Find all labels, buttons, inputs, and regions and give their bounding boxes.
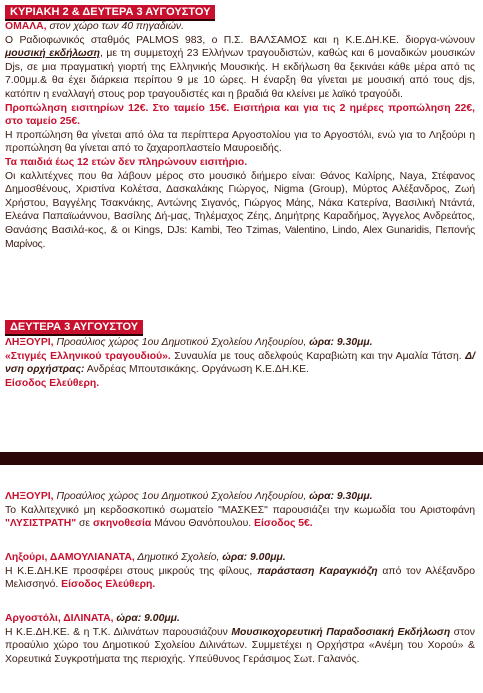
play-title: "ΛΥΣΙΣΤΡΑΤΗ"	[5, 518, 77, 530]
ticket-prices: Προπώληση εισιτηρίων 12€. Στο ταμείο 15€. Εισιτήρια και για τις 2 ημέρες προπώληση 22€, στο ταμείο 25€.	[5, 102, 475, 128]
label: σκηνοθεσία	[92, 518, 152, 530]
day-header-sunday-monday: ΚΥΡΙΑΚΗ 2 & ΔΕΥΤΕΡΑ 3 ΑΥΓΟΥΣΤΟΥ	[5, 5, 215, 21]
venue: στον χώρο των 40 πηγαδιών.	[46, 21, 184, 32]
djs-list: DJs: Kambi, Teo Tzimas, Valentino, Lindo, Alex Gunaridis, Πεπονής Μαρίνος.	[5, 224, 475, 250]
text: Ο Ραδιοφωνικός σταθμός PALMOS 983, ο Π.Σ. ΒΑΛΣΑΜΟΣ και η Κ.Ε.ΔΗ.ΚΕ. διοργα-νώνουν	[5, 34, 475, 46]
event-location	[5, 20, 475, 34]
text: Ανδρέας Μπουτσικάκης. Οργάνωση Κ.Ε.ΔΗ.ΚΕ.	[84, 364, 309, 376]
venue: Δημοτικό Σχολείο,	[134, 552, 220, 563]
text: από τον Αλέξανδρο Μελισσηνό.	[5, 565, 476, 591]
kids-free-note: Τα παιδιά έως 12 ετών δεν πληρώνουν εισιτήριο.	[5, 156, 248, 168]
event-time: ώρα: 9.00μμ.	[113, 613, 180, 624]
place-name: ΟΜΑΛΑ,	[5, 21, 47, 32]
event-type: μουσική εκδήλωση	[5, 48, 100, 60]
event-description	[5, 504, 475, 531]
event-time: ώρα: 9.30μμ.	[306, 491, 373, 502]
artists-list	[5, 170, 475, 252]
presale-info: Η προπώληση θα γίνεται από όλα τα περίπτερα Αργοστολίου για το Αργοστόλι, ενώ για το Ληξούρι η προπώληση θα γίνεται από το ζαχαροπλαστείο Μαυροειδής.	[5, 129, 475, 155]
event-location	[5, 336, 475, 350]
label: Δ/νση ορχήστρας:	[5, 350, 475, 376]
event-description	[5, 350, 475, 377]
place-name: ΛΗΞΟΥΡΙ,	[5, 491, 54, 502]
event-location	[5, 490, 475, 504]
show-title: παράσταση Καραγκιόζη	[257, 565, 378, 577]
day-header-monday: ΔΕΥΤΕΡΑ 3 ΑΥΓΟΥΣΤΟΥ	[5, 320, 143, 336]
text: Συναυλία με τους αδελφούς Καραβιώτη και την Αμαλία Τάτση.	[170, 350, 466, 362]
event-omala	[5, 20, 475, 251]
event-lixouri-concert	[5, 336, 475, 390]
venue: Προαύλιος χώρος 1ου Δημοτικού Σχολείου Ληξουρίου,	[53, 337, 307, 348]
text: Οι καλλιτέχνες που θα λάβουν μέρος στο μουσικό διήμερο είναι: Θάνος Καλίρης, Naya, Στέφανος Δημοσθένους, Χριστίνα Κολέτσα, Δασκαλάκης Γιώργος, Nigma (Group), Μύρτος Αλέξανδρος, Ζωή Χρήστου, Βαγγέλης Τσακνάκης, Αντώνης Σιγανός, Γιώργος Μάης, Νάκα Κατερίνα, Βασιλική Ντάντά, Ελεάνα Παπαϊωάννου, Βασίλης Δή-μας, Τηλέμαχος Ζέης, Δημήτρης Καραδήμος, Άγγελος Ανδρεάτος, Θανάσης Βασιλά-κος, & οι Kings,	[5, 170, 475, 236]
venue: Προαύλιος χώρος 1ου Δημοτικού Σχολείου Ληξουρίου,	[53, 491, 307, 502]
event-location	[5, 612, 475, 626]
section-divider-bar	[0, 452, 483, 465]
text: Το Καλλιτεχνικό μη κερδοσκοπικό σωματείο "ΜΑΣΚΕΣ" παρουσιάζει την κωμωδία του Αριστοφάνη	[5, 504, 475, 516]
event-description	[5, 34, 475, 102]
event-damoulianata	[5, 551, 475, 592]
text: Η Κ.Ε.ΔΗ.ΚΕ προσφέρει στους μικρούς της φίλους,	[5, 565, 258, 577]
text: Η Κ.Ε.ΔΗ.ΚΕ. & η Τ.Κ. Διλινάτων παρουσιάζουν	[5, 626, 232, 638]
text: Μάνου Θανόπουλου.	[151, 518, 255, 530]
text: , με τη συμμετοχή 23 Ελλήνων τραγουδιστών, καθώς και 6 μοναδικών μουσικών Djs, σε μια πραγματική γιορτή της Ελληνικής Μουσικής. Η εκδήλωση θα ξεκινάει κάθε μέρα από τις 7.00μμ.& θα έχει διάρκεια περίπου 9 με 10 ώρες. Η έναρξη θα γίνεται με μουσική από τους djs, κατόπιν η εναλλαγή στους pop τραγουδιστές και η βραδιά θα κλείνει με λαϊκό τραγούδι.	[5, 48, 475, 100]
place-name: Αργοστόλι, ΔΙΛΙΝΑΤΑ,	[5, 613, 114, 624]
event-lixouri-theater	[5, 490, 475, 531]
event-title: Μουσικοχορευτική Παραδοσιακή Εκδήλωση	[231, 626, 451, 638]
event-dilinata	[5, 612, 475, 666]
place-name: ΛΗΞΟΥΡΙ,	[5, 337, 54, 348]
event-description	[5, 626, 475, 667]
event-time: ώρα: 9.30μμ.	[306, 337, 373, 348]
place-name: Ληξούρι, ΔΑΜΟΥΛΙΑΝΑΤΑ,	[5, 552, 135, 563]
text: σε	[76, 518, 93, 530]
entry-info: Είσοδος Ελεύθερη.	[61, 579, 156, 591]
entry-info: Είσοδος 5€.	[254, 518, 313, 530]
event-time: ώρα: 9.00μμ.	[219, 552, 286, 563]
event-description	[5, 565, 475, 592]
text: στον προαύλιο χώρο του Δημοτικού Σχολείου Διλινάτων. Συμμετέχει η Ορχήστρα «Ανέμη του Χορού» & Χορευτικά Συγκροτήματα της περιοχής. Υπεύθυνος Γεράσιμος Σωτ. Γαλανός.	[5, 626, 475, 665]
entry-info: Είσοδος Ελεύθερη.	[5, 377, 100, 389]
event-title: «Στιγμές Ελληνικού τραγουδιού».	[5, 350, 171, 362]
event-location	[5, 551, 475, 565]
